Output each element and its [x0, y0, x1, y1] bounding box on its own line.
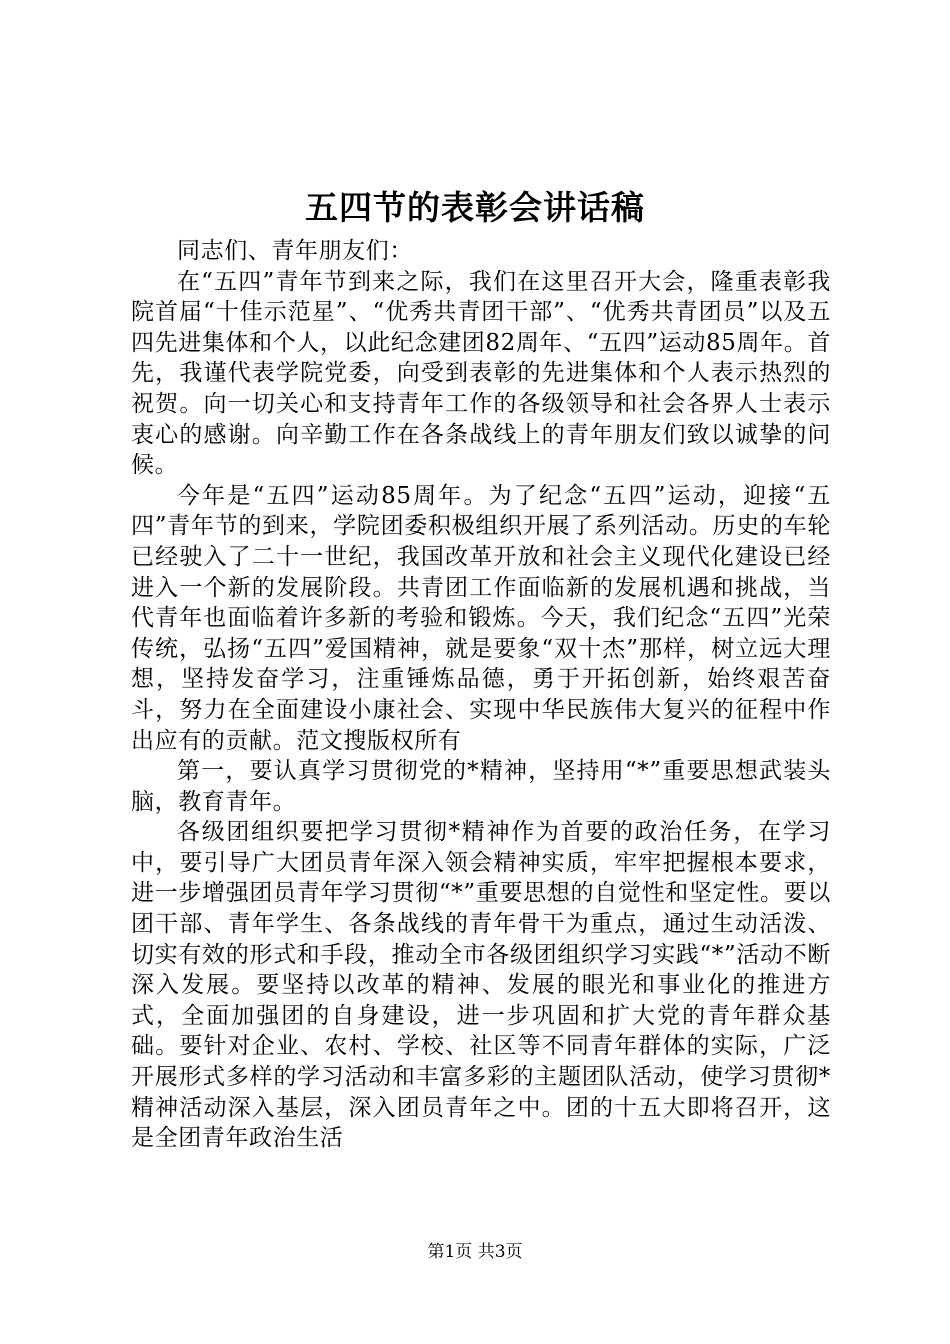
paragraph-salutation: 同志们、青年朋友们： — [177, 238, 413, 264]
paragraph: 今年是“五四”运动85周年。为了纪念“五四”运动，迎接“五四”青年节的到来，学院团委积极组织开展了系列活动。历史的车轮已经驶入了二十一世纪，我国改革开放和社会主义现代化建设已经进入一个新的发展阶段。共青团工作面临新的发展机遇和挑战，当代青年也面临着许多新的考验和锻炼。今天，我们纪念“五四”光荣传统，弘扬“五四”爱国精神，就是要象“双十杰”那样，树立远大理想，坚持发奋学习，注重锤炼品德，勇于开拓创新，始终艰苦奋斗，努力在全面建设小康社会、实现中华民族伟大复兴的征程中作出应有的贡献。范文搜版权所有 — [131, 482, 831, 754]
paragraph: 第一，要认真学习贯彻党的*精神，坚持用“*”重要思想武装头脑，教育青年。 — [131, 758, 831, 815]
page-number-footer: 第1页 共3页 — [427, 1242, 523, 1262]
paragraph: 在“五四”青年节到来之际，我们在这里召开大会，隆重表彰我院首届“十佳示范星”、“优秀共青团干部”、“优秀共青团员”以及五四先进集体和个人，以此纪念建团82周年、“五四”运动85周年。首先，我谨代表学院党委，向受到表彰的先进集体和个人表示热烈的祝贺。向一切关心和支持青年工作的各级领导和社会各界人士表示衷心的感谢。向辛勤工作在各条战线上的青年朋友们致以诚挚的问候。 — [131, 268, 831, 479]
paragraph: 各级团组织要把学习贯彻*精神作为首要的政治任务，在学习中，要引导广大团员青年深入领会精神实质，牢牢把握根本要求，进一步增强团员青年学习贯彻“*”重要思想的自觉性和坚定性。要以团干部、青年学生、各条战线的青年骨干为重点，通过生动活泼、切实有效的形式和手段，推动全市各级团组织学习实践“*”活动不断深入发展。要坚持以改革的精神、发展的眼光和事业化的推进方式，全面加强团的自身建设，进一步巩固和扩大党的青年群众基础。要针对企业、农村、学校、社区等不同青年群体的实际，广泛开展形式多样的学习活动和丰富多彩的主题团队活动，使学习贯彻*精神活动深入基层，深入团员青年之中。团的十五大即将召开，这是全团青年政治生活 — [131, 819, 831, 1152]
document-body — [131, 236, 831, 1154]
document-title: 五四节的表彰会讲话稿 — [305, 188, 645, 227]
